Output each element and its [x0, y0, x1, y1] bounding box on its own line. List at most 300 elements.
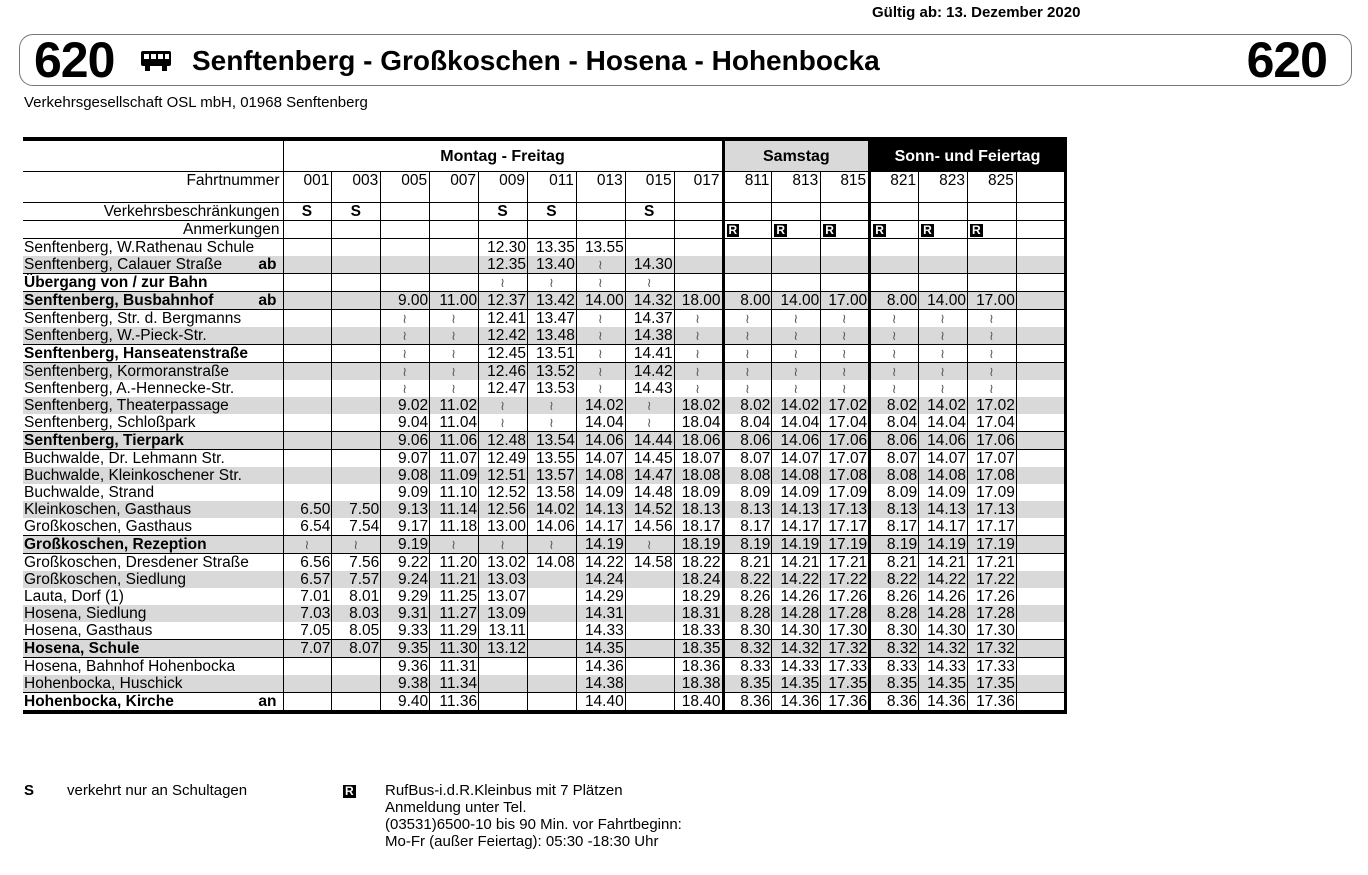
bus-icon [140, 51, 172, 71]
departure-time: 14.17 [772, 518, 821, 536]
departure-time [527, 658, 576, 676]
stop-name: Kleinkoschen, Gasthaus [24, 501, 192, 518]
stop-row [23, 501, 1065, 518]
departure-time: 13.51 [527, 345, 576, 363]
departure-time [1016, 622, 1065, 640]
departure-time: 13.52 [527, 363, 576, 381]
departure-time: 14.08 [772, 467, 821, 484]
trip-number: 823 [919, 172, 968, 203]
departure-time: 11.07 [430, 450, 479, 468]
departure-time: 14.31 [576, 605, 625, 622]
stop-name: Buchwalde, Kleinkoschener Str. [24, 467, 242, 484]
departure-time: 17.00 [967, 292, 1016, 310]
passes-without-stop [919, 363, 968, 381]
departure-time: 18.22 [674, 554, 723, 572]
notes-row-label: Anmerkungen [23, 221, 283, 239]
passes-without-stop [527, 397, 576, 414]
departure-time: 11.27 [430, 605, 479, 622]
departure-time [821, 274, 870, 292]
departure-time [625, 658, 674, 676]
stop-row [23, 484, 1065, 501]
departure-time: 8.17 [723, 518, 772, 536]
departure-time: 18.31 [674, 605, 723, 622]
note-cell [479, 221, 528, 239]
departure-time: 7.01 [283, 588, 332, 605]
stop-name: Senftenberg, Schloßpark [24, 414, 196, 431]
departure-time: 8.21 [870, 554, 919, 572]
departure-time: 9.17 [381, 518, 430, 536]
trip-number: 813 [772, 172, 821, 203]
day-group-weekdays: Montag - Freitag [283, 139, 723, 172]
departure-time [479, 658, 528, 676]
passes-without-stop [919, 345, 968, 363]
passes-without-stop [967, 327, 1016, 345]
stop-row [23, 380, 1065, 397]
departure-time: 9.07 [381, 450, 430, 468]
passes-without-stop [723, 380, 772, 397]
stop-name-cell [23, 622, 283, 640]
departure-time: 14.37 [625, 310, 674, 328]
note-cell [283, 221, 332, 239]
departure-time: 14.06 [772, 432, 821, 450]
departure-time: 8.07 [723, 450, 772, 468]
no-stop-icon: ≀ [841, 381, 847, 396]
passes-without-stop [919, 327, 968, 345]
departure-time: 14.17 [576, 518, 625, 536]
trip-number-row-label: Fahrtnummer [23, 172, 283, 203]
departure-time: 12.37 [479, 292, 528, 310]
passes-without-stop [576, 380, 625, 397]
departure-time: 17.09 [967, 484, 1016, 501]
departure-time: 7.03 [283, 605, 332, 622]
no-stop-icon: ≀ [646, 537, 652, 552]
no-stop-icon: ≀ [402, 311, 408, 326]
departure-time: 14.33 [919, 658, 968, 676]
departure-time: 18.17 [674, 518, 723, 536]
passes-without-stop [625, 397, 674, 414]
departure-time: 17.06 [967, 432, 1016, 450]
no-stop-icon: ≀ [695, 381, 700, 396]
departure-time: 11.30 [430, 640, 479, 658]
passes-without-stop [723, 363, 772, 381]
departure-time: 18.36 [674, 658, 723, 676]
departure-time [1016, 327, 1065, 345]
departure-time [332, 658, 381, 676]
rufbus-icon: R [875, 223, 884, 237]
restriction-code [967, 203, 1016, 221]
departure-time: 13.11 [479, 622, 528, 640]
no-stop-icon: ≀ [891, 328, 897, 343]
departure-time: 8.36 [870, 693, 919, 713]
departure-time [1016, 345, 1065, 363]
departure-time: 17.09 [821, 484, 870, 501]
passes-without-stop [870, 363, 919, 381]
departure-time: 17.17 [821, 518, 870, 536]
trip-number: 017 [674, 172, 723, 203]
departure-time [283, 292, 332, 310]
no-stop-icon: ≀ [548, 415, 554, 430]
no-stop-icon: ≀ [646, 398, 652, 413]
legend-s-symbol: S [24, 782, 35, 799]
departure-time: 9.09 [381, 484, 430, 501]
note-cell [430, 221, 479, 239]
trip-number: 825 [967, 172, 1016, 203]
passes-without-stop [772, 380, 821, 397]
stop-row [23, 414, 1065, 432]
departure-time [1016, 588, 1065, 605]
departure-time: 17.28 [821, 605, 870, 622]
timetable [23, 137, 1067, 714]
passes-without-stop [772, 345, 821, 363]
departure-time [870, 256, 919, 274]
departure-time: 13.55 [527, 450, 576, 468]
stop-row [23, 693, 1065, 713]
departure-time: 14.33 [772, 658, 821, 676]
trip-number [1016, 172, 1065, 203]
stop-name-cell [23, 327, 283, 345]
departure-time: 14.19 [772, 536, 821, 554]
departure-time: 8.28 [723, 605, 772, 622]
stop-row [23, 554, 1065, 572]
departure-time: 7.50 [332, 501, 381, 518]
departure-time: 9.06 [381, 432, 430, 450]
departure-time: 9.29 [381, 588, 430, 605]
departure-time: 7.56 [332, 554, 381, 572]
passes-without-stop [381, 380, 430, 397]
stop-row [23, 432, 1065, 450]
stop-name-cell [23, 310, 283, 328]
departure-time: 14.32 [919, 640, 968, 658]
restrictions-row [23, 203, 1065, 221]
departure-time: 17.30 [967, 622, 1016, 640]
stop-name: Senftenberg, Hanseatenstraße [24, 345, 248, 362]
departure-time: 14.13 [919, 501, 968, 518]
trip-number: 821 [870, 172, 919, 203]
stop-name: Hosena, Bahnhof Hohenbocka [24, 658, 236, 675]
passes-without-stop [967, 310, 1016, 328]
rufbus-icon: R [776, 223, 786, 237]
departure-time: 14.28 [772, 605, 821, 622]
day-group-sunday-holiday: Sonn- und Feiertag [870, 139, 1066, 172]
departure-time [332, 380, 381, 397]
stop-name-cell [23, 658, 283, 676]
departure-time: 17.06 [821, 432, 870, 450]
departure-time [674, 239, 723, 257]
stop-name: Übergang von / zur Bahn [24, 274, 208, 291]
trip-number: 011 [527, 172, 576, 203]
restriction-code [870, 203, 919, 221]
stop-name: Hohenbocka, Kirche [24, 693, 174, 710]
no-stop-icon: ≀ [695, 328, 700, 343]
legend-r-symbol [341, 782, 356, 799]
stop-name: Senftenberg, A.-Hennecke-Str. [24, 380, 235, 397]
departure-time: 14.33 [576, 622, 625, 640]
departure-time: 14.13 [576, 501, 625, 518]
departure-time: 17.22 [821, 571, 870, 588]
stop-name: Großkoschen, Siedlung [24, 571, 186, 588]
no-stop-icon: ≀ [402, 346, 408, 361]
departure-time: 17.36 [967, 693, 1016, 713]
departure-time: 14.43 [625, 380, 674, 397]
stop-row [23, 274, 1065, 292]
departure-time: 17.04 [821, 414, 870, 432]
stop-name-cell [23, 380, 283, 397]
departure-time: 13.54 [527, 432, 576, 450]
departure-time: 8.05 [332, 622, 381, 640]
departure-time: 17.21 [821, 554, 870, 572]
departure-time: 11.36 [430, 693, 479, 713]
passes-without-stop [381, 327, 430, 345]
no-stop-icon: ≀ [548, 537, 554, 552]
departure-time: 6.50 [283, 501, 332, 518]
departure-time: 14.07 [576, 450, 625, 468]
departure-time: 9.02 [381, 397, 430, 414]
no-stop-icon: ≀ [451, 346, 457, 361]
departure-time: 17.26 [967, 588, 1016, 605]
departure-time: 11.21 [430, 571, 479, 588]
valid-from-date: Gültig ab: 13. Dezember 2020 [872, 4, 1081, 21]
departure-time [1016, 450, 1065, 468]
departure-time: 8.03 [332, 605, 381, 622]
stop-row [23, 571, 1065, 588]
passes-without-stop [870, 345, 919, 363]
departure-time: 12.45 [479, 345, 528, 363]
departure-time: 14.00 [919, 292, 968, 310]
passes-without-stop [430, 327, 479, 345]
departure-time: 8.08 [723, 467, 772, 484]
departure-time: 14.06 [527, 518, 576, 536]
no-stop-icon: ≀ [891, 311, 897, 326]
departure-time: 13.55 [576, 239, 625, 257]
trip-number: 003 [332, 172, 381, 203]
stop-name-cell [23, 605, 283, 622]
departure-time: 14.35 [576, 640, 625, 658]
departure-time: 18.04 [674, 414, 723, 432]
departure-time: 18.07 [674, 450, 723, 468]
passes-without-stop [723, 345, 772, 363]
departure-time: 8.00 [870, 292, 919, 310]
departure-time: 14.07 [919, 450, 968, 468]
no-stop-icon: ≀ [891, 346, 897, 361]
passes-without-stop [527, 274, 576, 292]
departure-time [1016, 501, 1065, 518]
no-stop-icon: ≀ [745, 346, 750, 361]
departure-time: 14.22 [772, 571, 821, 588]
departure-time: 18.24 [674, 571, 723, 588]
departure-time: 14.19 [919, 536, 968, 554]
no-stop-icon: ≀ [745, 328, 750, 343]
stop-row [23, 622, 1065, 640]
departure-time [332, 310, 381, 328]
passes-without-stop [527, 536, 576, 554]
passes-without-stop [576, 363, 625, 381]
departure-time: 14.47 [625, 467, 674, 484]
departure-time: 11.02 [430, 397, 479, 414]
departure-time [283, 397, 332, 414]
stop-row [23, 640, 1065, 658]
departure-time: 14.56 [625, 518, 674, 536]
departure-time [1016, 554, 1065, 572]
departure-time: 14.26 [772, 588, 821, 605]
departure-time: 13.40 [527, 256, 576, 274]
departure-time: 13.42 [527, 292, 576, 310]
stop-name-cell [23, 693, 283, 713]
departure-time [772, 256, 821, 274]
departure-time [527, 675, 576, 693]
departure-time: 17.36 [821, 693, 870, 713]
departure-time [1016, 571, 1065, 588]
departure-time [821, 239, 870, 257]
departure-time [332, 484, 381, 501]
departure-time: 17.08 [821, 467, 870, 484]
departure-time: 17.32 [821, 640, 870, 658]
departure-time: 8.06 [870, 432, 919, 450]
departure-time [479, 693, 528, 713]
passes-without-stop [674, 345, 723, 363]
departure-time: 8.09 [723, 484, 772, 501]
departure-time [772, 274, 821, 292]
departure-time: 9.33 [381, 622, 430, 640]
departure-time: 14.07 [772, 450, 821, 468]
departure-time: 13.00 [479, 518, 528, 536]
departure-time: 14.36 [576, 658, 625, 676]
departure-time: 7.54 [332, 518, 381, 536]
stop-name: Hosena, Siedlung [24, 605, 147, 622]
stop-name-cell [23, 518, 283, 536]
departure-time [283, 467, 332, 484]
departure-time [1016, 380, 1065, 397]
departure-time: 8.30 [723, 622, 772, 640]
departure-time: 13.47 [527, 310, 576, 328]
departure-time: 17.30 [821, 622, 870, 640]
note-cell [674, 221, 723, 239]
departure-time: 14.22 [576, 554, 625, 572]
restriction-code [919, 203, 968, 221]
departure-time: 8.17 [870, 518, 919, 536]
departure-time: 14.22 [919, 571, 968, 588]
departure-time [332, 675, 381, 693]
stop-row [23, 310, 1065, 328]
trip-number: 009 [479, 172, 528, 203]
stop-name-cell [23, 501, 283, 518]
passes-without-stop [381, 363, 430, 381]
stop-name: Hosena, Gasthaus [24, 622, 153, 639]
departure-time: 8.33 [870, 658, 919, 676]
departure-time: 14.06 [919, 432, 968, 450]
departure-time: 11.34 [430, 675, 479, 693]
departure-time: 18.09 [674, 484, 723, 501]
passes-without-stop [576, 345, 625, 363]
note-cell [772, 221, 821, 239]
departure-time: 17.26 [821, 588, 870, 605]
departure-time: 6.54 [283, 518, 332, 536]
restriction-code: S [625, 203, 674, 221]
departure-time: 8.32 [723, 640, 772, 658]
stop-row [23, 467, 1065, 484]
departure-time: 14.29 [576, 588, 625, 605]
passes-without-stop [576, 256, 625, 274]
departure-time [283, 310, 332, 328]
departure-time [430, 274, 479, 292]
no-stop-icon: ≀ [793, 381, 799, 396]
no-stop-icon: ≀ [891, 364, 897, 379]
passes-without-stop [625, 536, 674, 554]
legend-r-line: Anmeldung unter Tel. [385, 799, 527, 816]
departure-time [967, 239, 1016, 257]
departure-time: 18.29 [674, 588, 723, 605]
departure-time: 14.17 [919, 518, 968, 536]
departure-time: 14.44 [625, 432, 674, 450]
departure-time [625, 640, 674, 658]
departure-time [527, 571, 576, 588]
departure-time [527, 588, 576, 605]
no-stop-icon: ≀ [304, 537, 310, 552]
departure-time [332, 345, 381, 363]
departure-time: 17.35 [821, 675, 870, 693]
no-stop-icon: ≀ [793, 346, 799, 361]
departure-time: 8.26 [723, 588, 772, 605]
departure-time: 14.00 [576, 292, 625, 310]
no-stop-icon: ≀ [646, 415, 652, 430]
no-stop-icon: ≀ [745, 381, 750, 396]
departure-time: 9.36 [381, 658, 430, 676]
passes-without-stop [870, 327, 919, 345]
restriction-code: S [527, 203, 576, 221]
stop-name-cell [23, 450, 283, 468]
rufbus-icon: R [923, 223, 932, 237]
departure-time [967, 256, 1016, 274]
passes-without-stop [625, 414, 674, 432]
restriction-code [674, 203, 723, 221]
trip-number: 007 [430, 172, 479, 203]
departure-time: 8.19 [870, 536, 919, 554]
no-stop-icon: ≀ [597, 275, 603, 290]
operator-name: Verkehrsgesellschaft OSL mbH, 01968 Senftenberg [24, 94, 368, 111]
stop-name: Senftenberg, W.Rathenau Schule [24, 239, 255, 256]
departure-time: 12.51 [479, 467, 528, 484]
departure-time: 14.45 [625, 450, 674, 468]
departure-time: 14.35 [772, 675, 821, 693]
trip-number: 815 [821, 172, 870, 203]
departure-time: 13.57 [527, 467, 576, 484]
no-stop-icon: ≀ [988, 346, 994, 361]
departure-time [283, 345, 332, 363]
stop-row [23, 536, 1065, 554]
note-cell [870, 221, 919, 239]
trip-number: 005 [381, 172, 430, 203]
note-cell [723, 221, 772, 239]
departure-time [1016, 484, 1065, 501]
departure-time: 12.49 [479, 450, 528, 468]
departure-time: 7.07 [283, 640, 332, 658]
departure-time: 17.22 [967, 571, 1016, 588]
departure-time: 14.19 [576, 536, 625, 554]
departure-time: 13.07 [479, 588, 528, 605]
no-stop-icon: ≀ [451, 537, 457, 552]
departure-time: 8.02 [723, 397, 772, 414]
departure-time [430, 256, 479, 274]
departure-time: 6.56 [283, 554, 332, 572]
departure-time [1016, 536, 1065, 554]
departure-time: 18.40 [674, 693, 723, 713]
no-stop-icon: ≀ [940, 311, 945, 326]
departure-time: 8.07 [870, 450, 919, 468]
passes-without-stop [723, 327, 772, 345]
departure-time: 14.42 [625, 363, 674, 381]
departure-time: 14.36 [919, 693, 968, 713]
departure-time: 9.19 [381, 536, 430, 554]
passes-without-stop [772, 327, 821, 345]
